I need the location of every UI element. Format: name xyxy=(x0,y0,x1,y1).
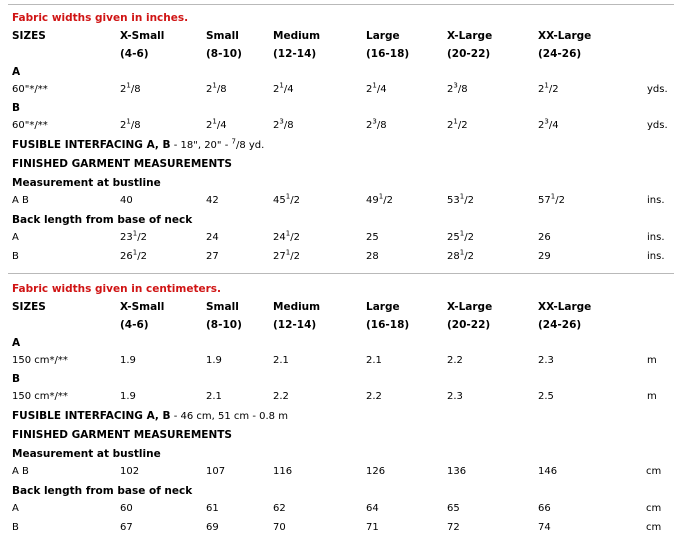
fraction-denominator: 4 xyxy=(220,120,227,131)
interfacing-detail-end: /8 yd. xyxy=(235,140,265,151)
measurement-value xyxy=(366,117,387,132)
unit-label: m xyxy=(647,391,657,402)
fraction-denominator: 2 xyxy=(467,195,474,206)
fraction-numerator: 1 xyxy=(126,117,131,126)
row-label: A B xyxy=(12,466,29,477)
measurement-value xyxy=(206,232,219,244)
back-length-heading: Back length from base of neck xyxy=(12,485,193,497)
row-label: B xyxy=(12,522,19,533)
measurement-value xyxy=(206,117,227,132)
value-whole: 2.1 xyxy=(206,391,222,402)
value-whole: 26 xyxy=(120,251,133,262)
measurement-value xyxy=(273,117,294,132)
fraction-slash: / xyxy=(216,84,221,95)
measurement-value xyxy=(206,466,225,478)
measurement-value xyxy=(538,81,559,96)
value-whole: 2 xyxy=(538,120,545,131)
fraction-numerator: 1 xyxy=(459,229,465,238)
measurement-value xyxy=(447,81,468,96)
measurement-value xyxy=(447,229,474,244)
value-whole: 57 xyxy=(538,195,551,206)
value-whole: 2 xyxy=(206,84,213,95)
value-whole: 42 xyxy=(206,195,219,206)
fraction-denominator: 2 xyxy=(293,232,300,243)
fraction-slash: / xyxy=(130,84,135,95)
size-name: X-Small xyxy=(120,30,165,42)
measurement-value xyxy=(120,391,136,403)
value-whole: 102 xyxy=(120,466,140,477)
measurement-value xyxy=(206,355,222,367)
measurement-value xyxy=(120,466,139,478)
fraction-slash: / xyxy=(130,120,135,131)
measurement-value xyxy=(273,192,300,207)
fraction-slash: / xyxy=(137,251,141,262)
measurement-value xyxy=(366,192,393,207)
measurement-value xyxy=(120,503,133,515)
measurement-value xyxy=(538,192,565,207)
value-whole: 27 xyxy=(206,251,219,262)
value-whole: 2 xyxy=(120,120,127,131)
fraction-numerator: 1 xyxy=(126,81,131,90)
value-whole: 24 xyxy=(206,232,219,243)
value-whole: 2.3 xyxy=(447,391,463,402)
fraction-slash: / xyxy=(548,120,553,131)
value-whole: 2.2 xyxy=(366,391,382,402)
value-whole: 53 xyxy=(447,195,460,206)
value-whole: 146 xyxy=(538,466,558,477)
measurement-value xyxy=(273,503,286,515)
value-whole: 2 xyxy=(366,120,373,131)
interfacing-label: FUSIBLE INTERFACING A, B xyxy=(12,410,171,422)
measurement-value xyxy=(447,117,468,132)
interfacing-label: FUSIBLE INTERFACING A, B xyxy=(12,139,171,151)
fraction-denominator: 2 xyxy=(467,251,474,262)
size-range: (20-22) xyxy=(447,319,491,331)
view-b-label: B xyxy=(12,102,21,114)
value-whole: 70 xyxy=(273,522,286,533)
fraction-slash: / xyxy=(137,232,141,243)
fraction-denominator: 2 xyxy=(467,232,474,243)
measurement-value xyxy=(538,391,554,403)
measurement-value xyxy=(206,391,222,403)
measurement-value xyxy=(120,229,147,244)
row-label: 150 cm*/** xyxy=(12,355,68,366)
value-whole: 2.2 xyxy=(447,355,463,366)
measurement-value xyxy=(206,251,219,263)
value-whole: 28 xyxy=(366,251,379,262)
value-whole: 62 xyxy=(273,503,286,514)
fraction-slash: / xyxy=(283,84,288,95)
fraction-numerator: 1 xyxy=(453,117,458,126)
fraction-denominator: 8 xyxy=(134,84,141,95)
measurement-value xyxy=(206,195,219,207)
unit-label: ins. xyxy=(647,232,665,243)
fraction-denominator: 2 xyxy=(293,251,300,262)
row-label: B xyxy=(12,251,19,262)
fraction-numerator: 3 xyxy=(279,117,284,126)
fraction-slash: / xyxy=(457,84,462,95)
fraction-slash: / xyxy=(464,251,468,262)
back-length-heading: Back length from base of neck xyxy=(12,214,193,226)
value-whole: 2 xyxy=(120,84,127,95)
fraction-slash: / xyxy=(290,251,294,262)
measurement-value xyxy=(366,522,379,534)
bustline-heading: Measurement at bustline xyxy=(12,177,161,189)
measurement-value xyxy=(447,522,460,534)
fraction-denominator: 8 xyxy=(287,120,294,131)
measurement-value xyxy=(366,466,385,478)
fraction-denominator: 2 xyxy=(140,232,147,243)
measurement-value xyxy=(447,503,460,515)
fraction-slash: / xyxy=(376,120,381,131)
value-whole: 2 xyxy=(273,84,280,95)
size-name: Medium xyxy=(273,301,321,313)
row-label: 60"*/** xyxy=(12,84,48,95)
value-whole: 2 xyxy=(447,84,454,95)
fraction-numerator: 1 xyxy=(459,192,465,201)
unit-label: ins. xyxy=(647,195,665,206)
measurement-value xyxy=(206,81,227,96)
sizes-label: SIZES xyxy=(12,30,46,42)
value-whole: 2 xyxy=(447,120,454,131)
size-name: Medium xyxy=(273,30,321,42)
fraction-numerator: 1 xyxy=(285,229,291,238)
measurement-value xyxy=(273,391,289,403)
value-whole: 67 xyxy=(120,522,133,533)
size-name: Small xyxy=(206,30,239,42)
size-range: (8-10) xyxy=(206,48,242,60)
measurement-value xyxy=(538,522,551,534)
fraction-slash: / xyxy=(290,232,294,243)
value-whole: 2.1 xyxy=(366,355,382,366)
size-range: (8-10) xyxy=(206,319,242,331)
unit-label: yds. xyxy=(647,84,668,95)
measurement-value xyxy=(120,195,133,207)
value-whole: 1.9 xyxy=(120,355,136,366)
fraction-slash: / xyxy=(555,195,559,206)
value-whole: 28 xyxy=(447,251,460,262)
value-whole: 25 xyxy=(366,232,379,243)
fraction-numerator: 1 xyxy=(372,81,377,90)
measurement-value xyxy=(366,232,379,244)
fraction-numerator: 1 xyxy=(132,248,138,257)
value-whole: 40 xyxy=(120,195,133,206)
fraction-numerator: 1 xyxy=(132,229,138,238)
value-whole: 25 xyxy=(447,232,460,243)
fraction-slash: / xyxy=(464,195,468,206)
fraction-numerator: 1 xyxy=(459,248,465,257)
fraction-slash: / xyxy=(464,232,468,243)
fraction-denominator: 2 xyxy=(552,84,559,95)
section-divider xyxy=(8,273,674,274)
measurement-value xyxy=(366,251,379,263)
value-whole: 126 xyxy=(366,466,386,477)
fraction-denominator: 2 xyxy=(140,251,147,262)
fraction-slash: / xyxy=(283,120,288,131)
measurement-value xyxy=(120,355,136,367)
measurement-value xyxy=(120,81,141,96)
fraction-denominator: 8 xyxy=(220,84,227,95)
measurement-value xyxy=(538,251,551,263)
section-title: Fabric widths given in centimeters. xyxy=(12,283,222,295)
fusible-interfacing xyxy=(12,410,288,423)
measurement-value xyxy=(538,466,557,478)
size-range: (16-18) xyxy=(366,319,410,331)
fraction-numerator: 7 xyxy=(231,137,236,146)
fraction-numerator: 1 xyxy=(378,192,384,201)
value-whole: 2 xyxy=(538,84,545,95)
fraction-denominator: 2 xyxy=(461,120,468,131)
value-whole: 74 xyxy=(538,522,551,533)
value-whole: 1.9 xyxy=(206,355,222,366)
fusible-interfacing xyxy=(12,139,264,152)
value-whole: 45 xyxy=(273,195,286,206)
fraction-numerator: 1 xyxy=(212,117,217,126)
size-range: (12-14) xyxy=(273,48,317,60)
size-range: (12-14) xyxy=(273,319,317,331)
finished-measurements-heading: FINISHED GARMENT MEASUREMENTS xyxy=(12,158,232,170)
value-whole: 69 xyxy=(206,522,219,533)
fraction-slash: / xyxy=(457,120,462,131)
size-name: X-Small xyxy=(120,301,165,313)
unit-label: m xyxy=(647,355,657,366)
value-whole: 27 xyxy=(273,251,286,262)
value-whole: 23 xyxy=(120,232,133,243)
measurement-value xyxy=(366,81,387,96)
fraction-numerator: 1 xyxy=(285,248,291,257)
value-whole: 116 xyxy=(273,466,293,477)
measurement-value xyxy=(538,503,551,515)
row-label: 60"*/** xyxy=(12,120,48,131)
measurement-value xyxy=(273,466,292,478)
value-whole: 2.3 xyxy=(538,355,554,366)
measurement-value xyxy=(273,248,300,263)
value-whole: 64 xyxy=(366,503,379,514)
value-whole: 71 xyxy=(366,522,379,533)
value-whole: 136 xyxy=(447,466,467,477)
fraction-denominator: 4 xyxy=(380,84,387,95)
fraction-numerator: 1 xyxy=(550,192,556,201)
unit-label: cm xyxy=(646,503,662,514)
fraction-numerator: 3 xyxy=(372,117,377,126)
value-whole: 65 xyxy=(447,503,460,514)
fraction-numerator: 3 xyxy=(453,81,458,90)
view-b-label: B xyxy=(12,373,21,385)
value-whole: 2.5 xyxy=(538,391,554,402)
fraction-slash: / xyxy=(548,84,553,95)
unit-label: yds. xyxy=(647,120,668,131)
measurement-value xyxy=(273,355,289,367)
fraction-slash: / xyxy=(376,84,381,95)
fraction-denominator: 2 xyxy=(386,195,393,206)
sizes-label: SIZES xyxy=(12,301,46,313)
fraction-denominator: 4 xyxy=(552,120,559,131)
bustline-heading: Measurement at bustline xyxy=(12,448,161,460)
measurement-value xyxy=(366,391,382,403)
value-whole: 107 xyxy=(206,466,226,477)
unit-label: cm xyxy=(646,466,662,477)
value-whole: 49 xyxy=(366,195,379,206)
measurement-value xyxy=(447,391,463,403)
measurement-value xyxy=(206,503,219,515)
fraction-denominator: 2 xyxy=(293,195,300,206)
measurement-value xyxy=(273,229,300,244)
value-whole: 2.1 xyxy=(273,355,289,366)
measurement-value xyxy=(447,355,463,367)
section-title: Fabric widths given in inches. xyxy=(12,12,189,24)
size-name: X-Large xyxy=(447,301,493,313)
measurement-value xyxy=(120,117,141,132)
measurement-value xyxy=(273,522,286,534)
size-range: (24-26) xyxy=(538,48,582,60)
value-whole: 72 xyxy=(447,522,460,533)
finished-measurements-heading: FINISHED GARMENT MEASUREMENTS xyxy=(12,429,232,441)
fraction-slash: / xyxy=(216,120,221,131)
measurement-value xyxy=(447,192,474,207)
row-label: A B xyxy=(12,195,29,206)
size-range: (16-18) xyxy=(366,48,410,60)
size-range: (4-6) xyxy=(120,48,149,60)
value-whole: 61 xyxy=(206,503,219,514)
measurement-value xyxy=(366,503,379,515)
value-whole: 2 xyxy=(206,120,213,131)
size-range: (4-6) xyxy=(120,319,149,331)
fraction-slash: / xyxy=(383,195,387,206)
view-a-label: A xyxy=(12,337,21,349)
fraction-denominator: 8 xyxy=(461,84,468,95)
size-range: (24-26) xyxy=(538,319,582,331)
size-range: (20-22) xyxy=(447,48,491,60)
measurement-value xyxy=(447,466,466,478)
interfacing-detail: - 18", 20" - xyxy=(170,140,232,151)
fraction-denominator: 8 xyxy=(380,120,387,131)
measurement-value xyxy=(120,248,147,263)
size-name: XX-Large xyxy=(538,30,592,42)
value-whole: 2.2 xyxy=(273,391,289,402)
measurement-value xyxy=(120,522,133,534)
measurement-value xyxy=(273,81,294,96)
value-whole: 1.9 xyxy=(120,391,136,402)
fraction-numerator: 1 xyxy=(279,81,284,90)
measurement-value xyxy=(366,355,382,367)
row-label: 150 cm*/** xyxy=(12,391,68,402)
measurement-value xyxy=(206,522,219,534)
value-whole: 26 xyxy=(538,232,551,243)
value-whole: 66 xyxy=(538,503,551,514)
size-name: Large xyxy=(366,30,400,42)
row-label: A xyxy=(12,232,19,243)
value-whole: 2 xyxy=(366,84,373,95)
measurement-value xyxy=(538,117,559,132)
fraction-denominator: 2 xyxy=(558,195,565,206)
size-name: X-Large xyxy=(447,30,493,42)
measurement-value xyxy=(447,248,474,263)
value-whole: 2 xyxy=(273,120,280,131)
value-whole: 60 xyxy=(120,503,133,514)
value-whole: 29 xyxy=(538,251,551,262)
value-whole: 24 xyxy=(273,232,286,243)
fraction-slash: / xyxy=(290,195,294,206)
fraction-numerator: 1 xyxy=(285,192,291,201)
unit-label: ins. xyxy=(647,251,665,262)
fraction-numerator: 3 xyxy=(544,117,549,126)
measurement-value xyxy=(538,232,551,244)
fraction-denominator: 4 xyxy=(287,84,294,95)
measurement-value xyxy=(538,355,554,367)
view-a-label: A xyxy=(12,66,21,78)
interfacing-detail: - 46 cm, 51 cm - 0.8 m xyxy=(170,411,288,422)
fraction-numerator: 1 xyxy=(544,81,549,90)
unit-label: cm xyxy=(646,522,662,533)
size-name: Large xyxy=(366,301,400,313)
size-name: XX-Large xyxy=(538,301,592,313)
size-name: Small xyxy=(206,301,239,313)
fraction-numerator: 1 xyxy=(212,81,217,90)
fraction-denominator: 8 xyxy=(134,120,141,131)
row-label: A xyxy=(12,503,19,514)
section-divider xyxy=(8,4,674,5)
